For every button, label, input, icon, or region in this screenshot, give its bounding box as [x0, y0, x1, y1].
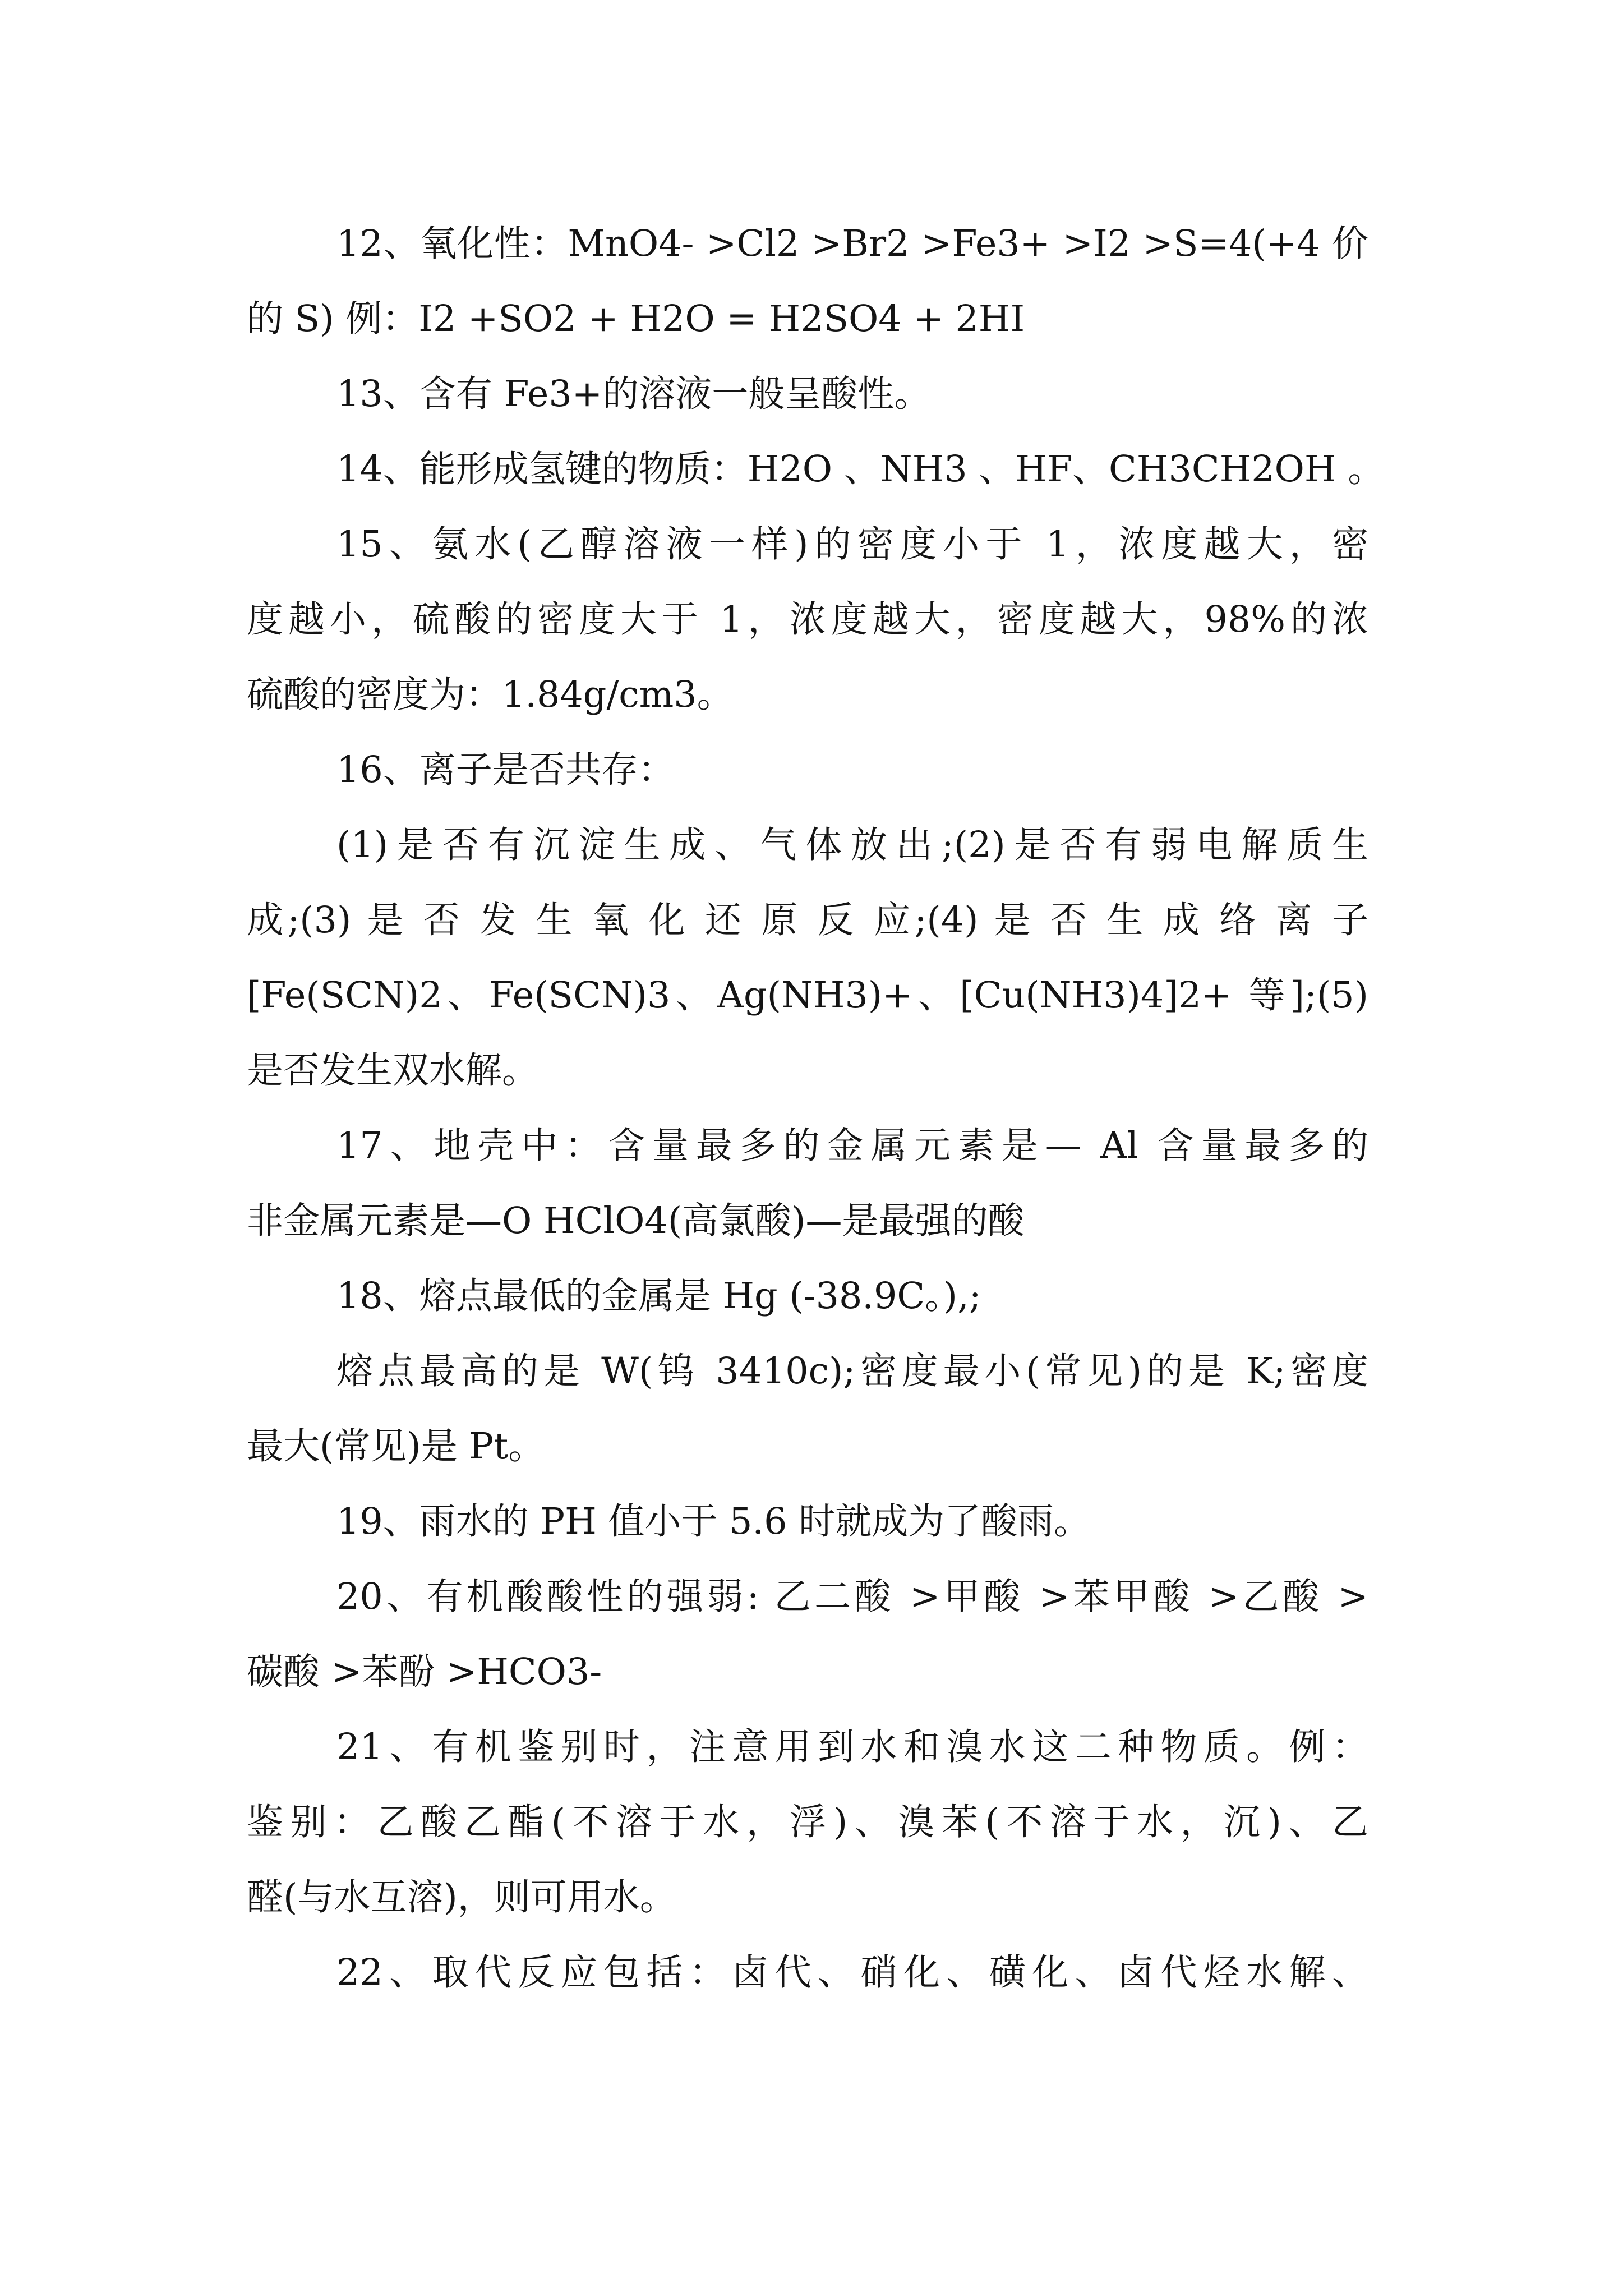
- text-line: 醛(与水互溶)，则可用水。: [247, 1876, 676, 1918]
- text-line: [Fe(SCN)2、Fe(SCN)3、Ag(NH3)+、[Cu(NH3)4]2+ 等];(5): [247, 974, 1368, 1016]
- text-line: 22、取代反应包括：卤代、硝化、磺化、卤代烃水解、: [336, 1952, 1368, 1994]
- text-line: 非金属元素是—O HClO4(高氯酸)—是最强的酸: [247, 1200, 1025, 1242]
- text-line: 16、离子是否共存：: [336, 749, 675, 791]
- text-line: 19、雨水的 PH 值小于 5.6 时就成为了酸雨。: [336, 1501, 1091, 1543]
- text-line: 碳酸 >苯酚 >HCO3-: [247, 1651, 602, 1693]
- text-line: 鉴别：乙酸乙酯(不溶于水，浮)、溴苯(不溶于水，沉)、乙: [247, 1801, 1368, 1843]
- text-line: 21、有机鉴别时，注意用到水和溴水这二种物质。例：: [336, 1726, 1368, 1768]
- text-line: 18、熔点最低的金属是 Hg (-38.9C。),;: [336, 1275, 981, 1317]
- text-line: 熔点最高的是 W(钨 3410c);密度最小(常见)的是 K;密度: [336, 1350, 1368, 1392]
- text-line: 是否发生双水解。: [247, 1050, 539, 1092]
- text-line: 20、有机酸酸性的强弱: 乙二酸 >甲酸 >苯甲酸 >乙酸 >: [336, 1576, 1368, 1618]
- text-line: 14、能形成氢键的物质：H2O 、NH3 、HF、CH3CH2OH 。: [336, 448, 1385, 490]
- text-line: 12、氧化性：MnO4- >Cl2 >Br2 >Fe3+ >I2 >S=4(+4 价: [336, 223, 1368, 265]
- text-line: 度越小，硫酸的密度大于 1，浓度越大，密度越大，98%的浓: [247, 599, 1368, 641]
- text-line: 硫酸的密度为：1.84g/cm3。: [247, 674, 734, 716]
- text-line: 17、地壳中：含量最多的金属元素是— Al 含量最多的: [336, 1125, 1368, 1167]
- text-line: 13、含有 Fe3+的溶液一般呈酸性。: [336, 373, 931, 415]
- text-line: 15、氨水(乙醇溶液一样)的密度小于 1，浓度越大，密: [336, 523, 1368, 565]
- text-line: 的 S) 例：I2 +SO2 + H2O = H2SO4 + 2HI: [247, 298, 1025, 340]
- text-line: 成;(3) 是 否 发 生 氧 化 还 原 反 应;(4) 是 否 生 成 络 离 子: [247, 899, 1368, 941]
- text-line: 最大(常见)是 Pt。: [247, 1425, 545, 1467]
- text-line: (1)是否有沉淀生成、气体放出;(2)是否有弱电解质生: [336, 824, 1368, 866]
